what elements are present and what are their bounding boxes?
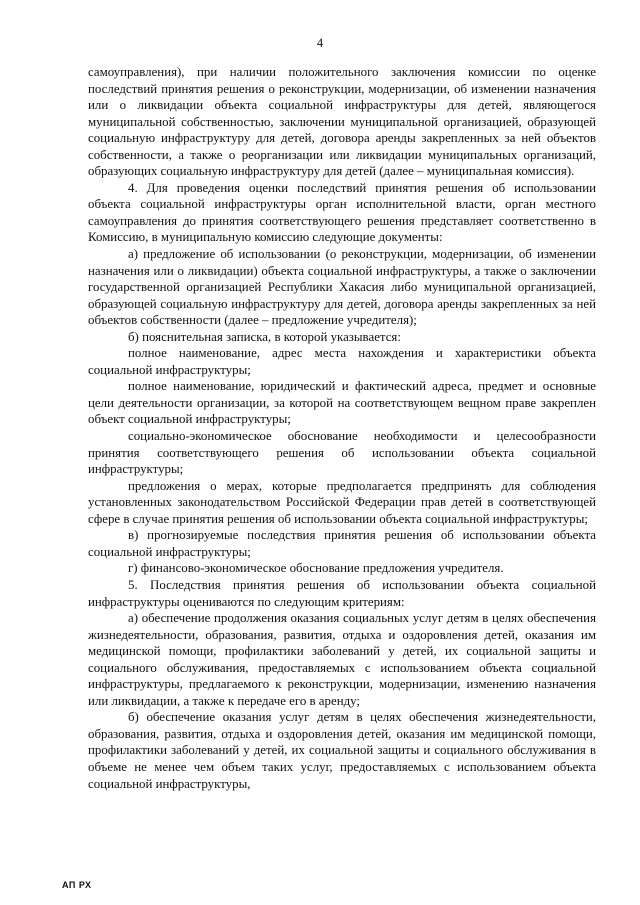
paragraph: г) финансово-экономическое обоснование предложения учредителя.: [128, 561, 504, 576]
paragraph: в) прогнозируемые последствия принятия решения об использовании объекта социальной инфраструктуры;: [88, 528, 596, 559]
paragraph: самоуправления), при наличии положительного заключения комиссии по оценке последствий принятия решения о реконструкции, модернизации, об изменении назначения или о ликвидации объекта социальной инфраструктуры для детей, являющегося муниципальной собственностью, заключении муниципальной организацией, образующей социальную инфраструктуру для детей, договора аренды закрепленных за ней объектов собственности, а также о реорганизации или ликвидации муниципальных организаций, образующих социальную инфраструктуру для детей (далее – муниципальная комиссия).: [88, 65, 596, 179]
paragraph: а) обеспечение продолжения оказания социальных услуг детям в целях обеспечения жизнедеятельности, образования, развития, отдыха и оздоровления детей, оказания им медицинской помощи, профилактики заболеваний у детей, их социальной защиты и социального обслуживания, предоставляемых с использованием объекта социальной инфраструктуры, предлагаемого к реконструкции, модернизации, изменению назначения или ликвидации, а также к передаче его в аренду;: [88, 611, 596, 708]
paragraph: социально-экономическое обоснование необходимости и целесообразности принятия соответствующего решения об использовании объекта социальной инфраструктуры;: [88, 429, 596, 477]
paragraph: 5. Последствия принятия решения об использовании объекта социальной инфраструктуры оцениваются по следующим критериям:: [88, 577, 596, 609]
footer-code: АП РХ: [62, 880, 92, 890]
document-body: [88, 64, 596, 792]
paragraph: предложения о мерах, которые предполагается предпринять для соблюдения установленных законодательством Российской Федерации прав детей в соответствующей сфере в случае принятия решения об использовании объекта социальной инфраструктуры;: [88, 478, 596, 526]
paragraph: полное наименование, адрес места нахождения и характеристики объекта социальной инфраструктуры;: [88, 346, 596, 377]
paragraph: 4. Для проведения оценки последствий принятия решения об использовании объекта социальной инфраструктуры орган исполнительной власти, орган местного самоуправления до принятия соответствующего решения представляет соответственно в Комиссию, в муниципальную комиссию следующие документы:: [88, 180, 596, 245]
paragraph: б) обеспечение оказания услуг детям в целях обеспечения жизнедеятельности, образования, развития, отдыха и оздоровления детей, оказания им медицинской помощи, профилактики заболеваний у детей, их социальной защиты и социального обслуживания в объеме не менее чем объем таких услуг, предоставляемых с использованием объекта социальной инфраструктуры,: [88, 710, 596, 791]
page-number: 4: [316, 36, 324, 50]
paragraph: полное наименование, юридический и фактический адреса, предмет и основные цели деятельности организации, за которой на соответствующем вещном праве закреплен объект социальной инфраструктуры;: [88, 379, 596, 427]
paragraph: б) пояснительная записка, в которой указывается:: [128, 329, 401, 344]
paragraph: а) предложение об использовании (о реконструкции, модернизации, об изменении назначения или о ликвидации) объекта социальной инфраструктуры, а также о заключении государственной организацией Республики Хакасия либо муниципальной организацией, образующей социальную инфраструктуру для детей, договора аренды закрепленных за ней объектов собственности (далее – предложение учредителя);: [88, 247, 596, 328]
